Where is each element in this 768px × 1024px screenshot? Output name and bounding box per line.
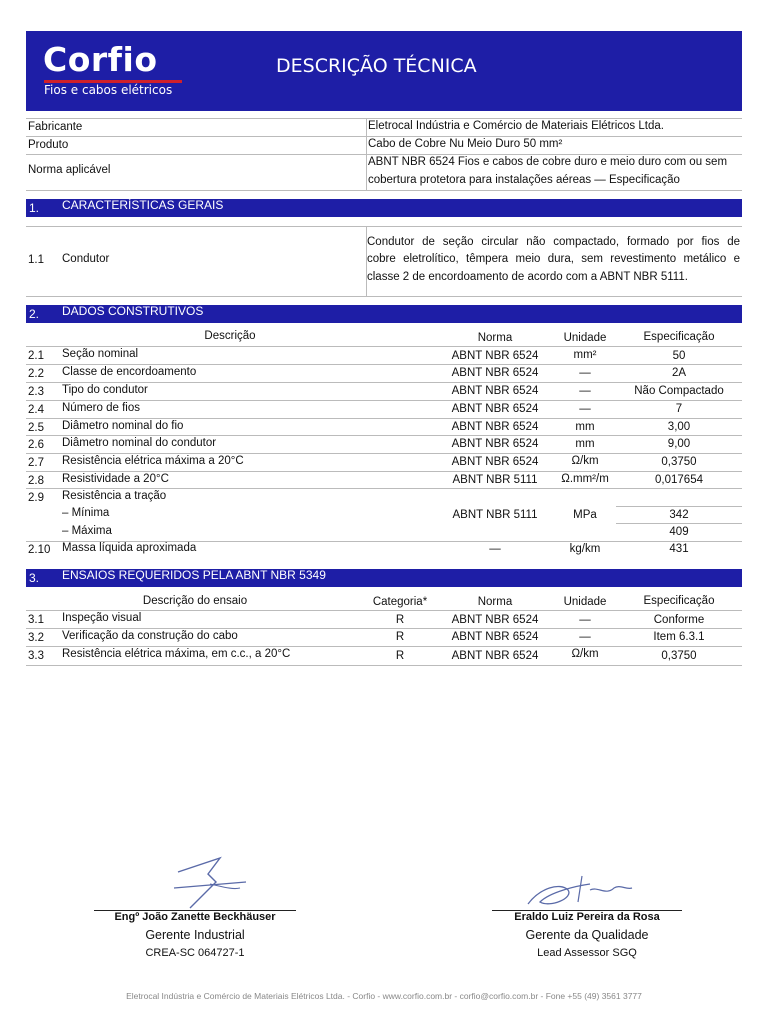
fabricante-value: Eletrocal Indústria e Comércio de Materiais Elétricos Ltda. <box>368 120 664 132</box>
row-description: Verificação da construção do cabo <box>62 630 238 642</box>
row-especificacao: 9,00 <box>667 438 691 450</box>
condutor-description-line3: classe 2 de encordoamento de acordo com a ABNT NBR 5111. <box>367 271 688 283</box>
produto-label: Produto <box>28 139 69 151</box>
row-norma: ABNT NBR 6524 <box>451 650 539 662</box>
row-description: Classe de encordoamento <box>62 366 197 378</box>
row-norma: ABNT NBR 6524 <box>451 385 539 397</box>
row-norma: ABNT NBR 6524 <box>451 421 539 433</box>
row-norma: ABNT NBR 6524 <box>451 631 539 643</box>
row-norma: — <box>489 543 501 555</box>
row-number: 2.2 <box>28 368 44 380</box>
row-especificacao: 50 <box>672 350 686 362</box>
signature-left-role: Gerente Industrial <box>145 928 245 942</box>
norma-value-line1: ABNT NBR 6524 Fios e cabos de cobre duro e meio duro com ou sem <box>368 156 728 168</box>
corfio-logo <box>26 31 212 111</box>
produto-value: Cabo de Cobre Nu Meio Duro 50 mm² <box>368 138 563 150</box>
row-description: Inspeção visual <box>62 612 142 624</box>
traction-min-value: 342 <box>669 509 689 521</box>
signature-right-role: Gerente da Qualidade <box>525 928 649 942</box>
header-norma: Norma <box>477 596 513 608</box>
traction-unidade: MPa <box>573 509 597 521</box>
row-especificacao: 2A <box>671 367 687 379</box>
row-description: Seção nominal <box>62 348 139 360</box>
header-especificacao: Especificação <box>643 331 715 343</box>
row-especificacao: Item 6.3.1 <box>653 631 705 643</box>
row-number: 2.10 <box>28 544 51 556</box>
row-description: Resistividade a 20°C <box>62 473 169 485</box>
signature-right-image <box>520 868 640 912</box>
row-description: Resistência elétrica máxima, em c.c., a 20°C <box>62 648 291 660</box>
row-unidade: — <box>579 403 591 415</box>
row-unidade: — <box>579 367 591 379</box>
header-categoria: Categoria* <box>372 596 428 608</box>
row-number: 2.3 <box>28 386 44 398</box>
signature-left-image <box>150 852 260 912</box>
row-description: Resistência elétrica máxima a 20°C <box>62 455 244 467</box>
row-categoria: R <box>395 614 405 626</box>
traction-min-label: – Mínima <box>62 507 110 519</box>
row-number: 3.1 <box>28 614 44 626</box>
section-3-title: ENSAIOS REQUERIDOS PELA ABNT NBR 5349 <box>62 568 326 582</box>
row-norma: ABNT NBR 6524 <box>451 403 539 415</box>
row-unidade: mm <box>575 421 595 433</box>
section-2-header <box>26 305 742 323</box>
logo-wordmark: Corfio <box>43 40 158 79</box>
header-unidade: Unidade <box>563 332 607 344</box>
row-description: Resistência a tração <box>62 490 167 502</box>
header-descricao-ensaio: Descrição do ensaio <box>142 595 248 607</box>
header-descricao: Descrição <box>204 330 256 342</box>
signature-right-credential: Lead Assessor SGQ <box>537 947 637 959</box>
row-especificacao: 7 <box>675 403 683 415</box>
row-unidade: mm² <box>573 349 597 361</box>
row-unidade: — <box>579 631 591 643</box>
signature-left-name: Engº João Zanette Beckhäuser <box>114 911 276 923</box>
traction-max-value: 409 <box>669 526 689 538</box>
row-number: 3.3 <box>28 650 44 662</box>
row-especificacao: Conforme <box>653 614 705 626</box>
row-especificacao: 0,3750 <box>661 650 697 662</box>
row-unidade: mm <box>575 438 595 450</box>
fabricante-label: Fabricante <box>28 121 83 133</box>
header-unidade: Unidade <box>563 596 607 608</box>
row-especificacao: Não Compactado <box>634 385 724 397</box>
row-norma: ABNT NBR 6524 <box>451 614 539 626</box>
row-especificacao: 431 <box>669 543 689 555</box>
logo-tagline: Fios e cabos elétricos <box>44 83 173 97</box>
row-number: 2.9 <box>28 492 44 504</box>
section-1-header <box>26 199 742 217</box>
section-1-number: 1. <box>29 201 40 215</box>
row-especificacao: 3,00 <box>667 421 691 433</box>
condutor-label: Condutor <box>62 253 110 265</box>
row-unidade: — <box>579 385 591 397</box>
row-number: 2.5 <box>28 422 44 434</box>
row-description: Tipo do condutor <box>62 384 148 396</box>
row-unidade: kg/km <box>569 543 601 555</box>
row-norma: ABNT NBR 6524 <box>451 438 539 450</box>
condutor-number: 1.1 <box>28 254 44 266</box>
row-number: 2.6 <box>28 439 44 451</box>
row-categoria: R <box>395 631 405 643</box>
document-title: DESCRIÇÃO TÉCNICA <box>276 55 477 77</box>
row-unidade: Ω/km <box>571 455 599 467</box>
row-unidade: — <box>579 614 591 626</box>
row-especificacao: 0,017654 <box>655 474 703 486</box>
norma-label: Norma aplicável <box>28 164 111 176</box>
row-number: 2.4 <box>28 404 44 416</box>
section-1-title: CARACTERÍSTICAS GERAIS <box>62 198 224 212</box>
row-norma: ABNT NBR 6524 <box>451 456 539 468</box>
signature-left-credential: CREA-SC 064727-1 <box>145 947 245 959</box>
row-norma: ABNT NBR 6524 <box>451 350 539 362</box>
row-unidade: Ω.mm²/m <box>561 473 609 485</box>
row-especificacao: 0,3750 <box>661 456 697 468</box>
header-norma: Norma <box>477 332 513 344</box>
row-norma: ABNT NBR 5111 <box>452 474 538 486</box>
norma-value-line2: cobertura protetora para instalações aéreas — Especificação <box>368 174 680 186</box>
section-2-number: 2. <box>29 307 40 321</box>
traction-max-label: – Máxima <box>62 525 112 537</box>
header-especificacao: Especificação <box>643 595 715 607</box>
row-description: Massa líquida aproximada <box>62 542 197 554</box>
row-description: Número de fios <box>62 402 140 414</box>
row-unidade: Ω/km <box>571 648 599 660</box>
row-norma: ABNT NBR 6524 <box>451 367 539 379</box>
row-number: 3.2 <box>28 632 44 644</box>
row-number: 2.8 <box>28 475 44 487</box>
row-categoria: R <box>395 650 405 662</box>
section-3-number: 3. <box>29 571 40 585</box>
footer-company-info: Eletrocal Indústria e Comércio de Materiais Elétricos Ltda. - Corfio - www.corfio.com.br - corfio@corfio.com.br - Fone +55 (49) 3561 3777 <box>126 991 642 1001</box>
row-number: 2.1 <box>28 350 44 362</box>
row-description: Diâmetro nominal do fio <box>62 420 184 432</box>
condutor-description-line1: Condutor de seção circular não compactado, formado por fios de <box>367 236 740 248</box>
row-description: Diâmetro nominal do condutor <box>62 437 217 449</box>
section-3-header <box>26 569 742 587</box>
header-banner <box>26 31 742 111</box>
section-2-title: DADOS CONSTRUTIVOS <box>62 304 204 318</box>
traction-norma: ABNT NBR 5111 <box>452 509 538 521</box>
signature-right-name: Eraldo Luiz Pereira da Rosa <box>514 911 660 923</box>
row-number: 2.7 <box>28 457 44 469</box>
condutor-description-line2: cobre eletrolítico, têmpera meio dura, sem revestimento metálico e <box>367 253 740 265</box>
